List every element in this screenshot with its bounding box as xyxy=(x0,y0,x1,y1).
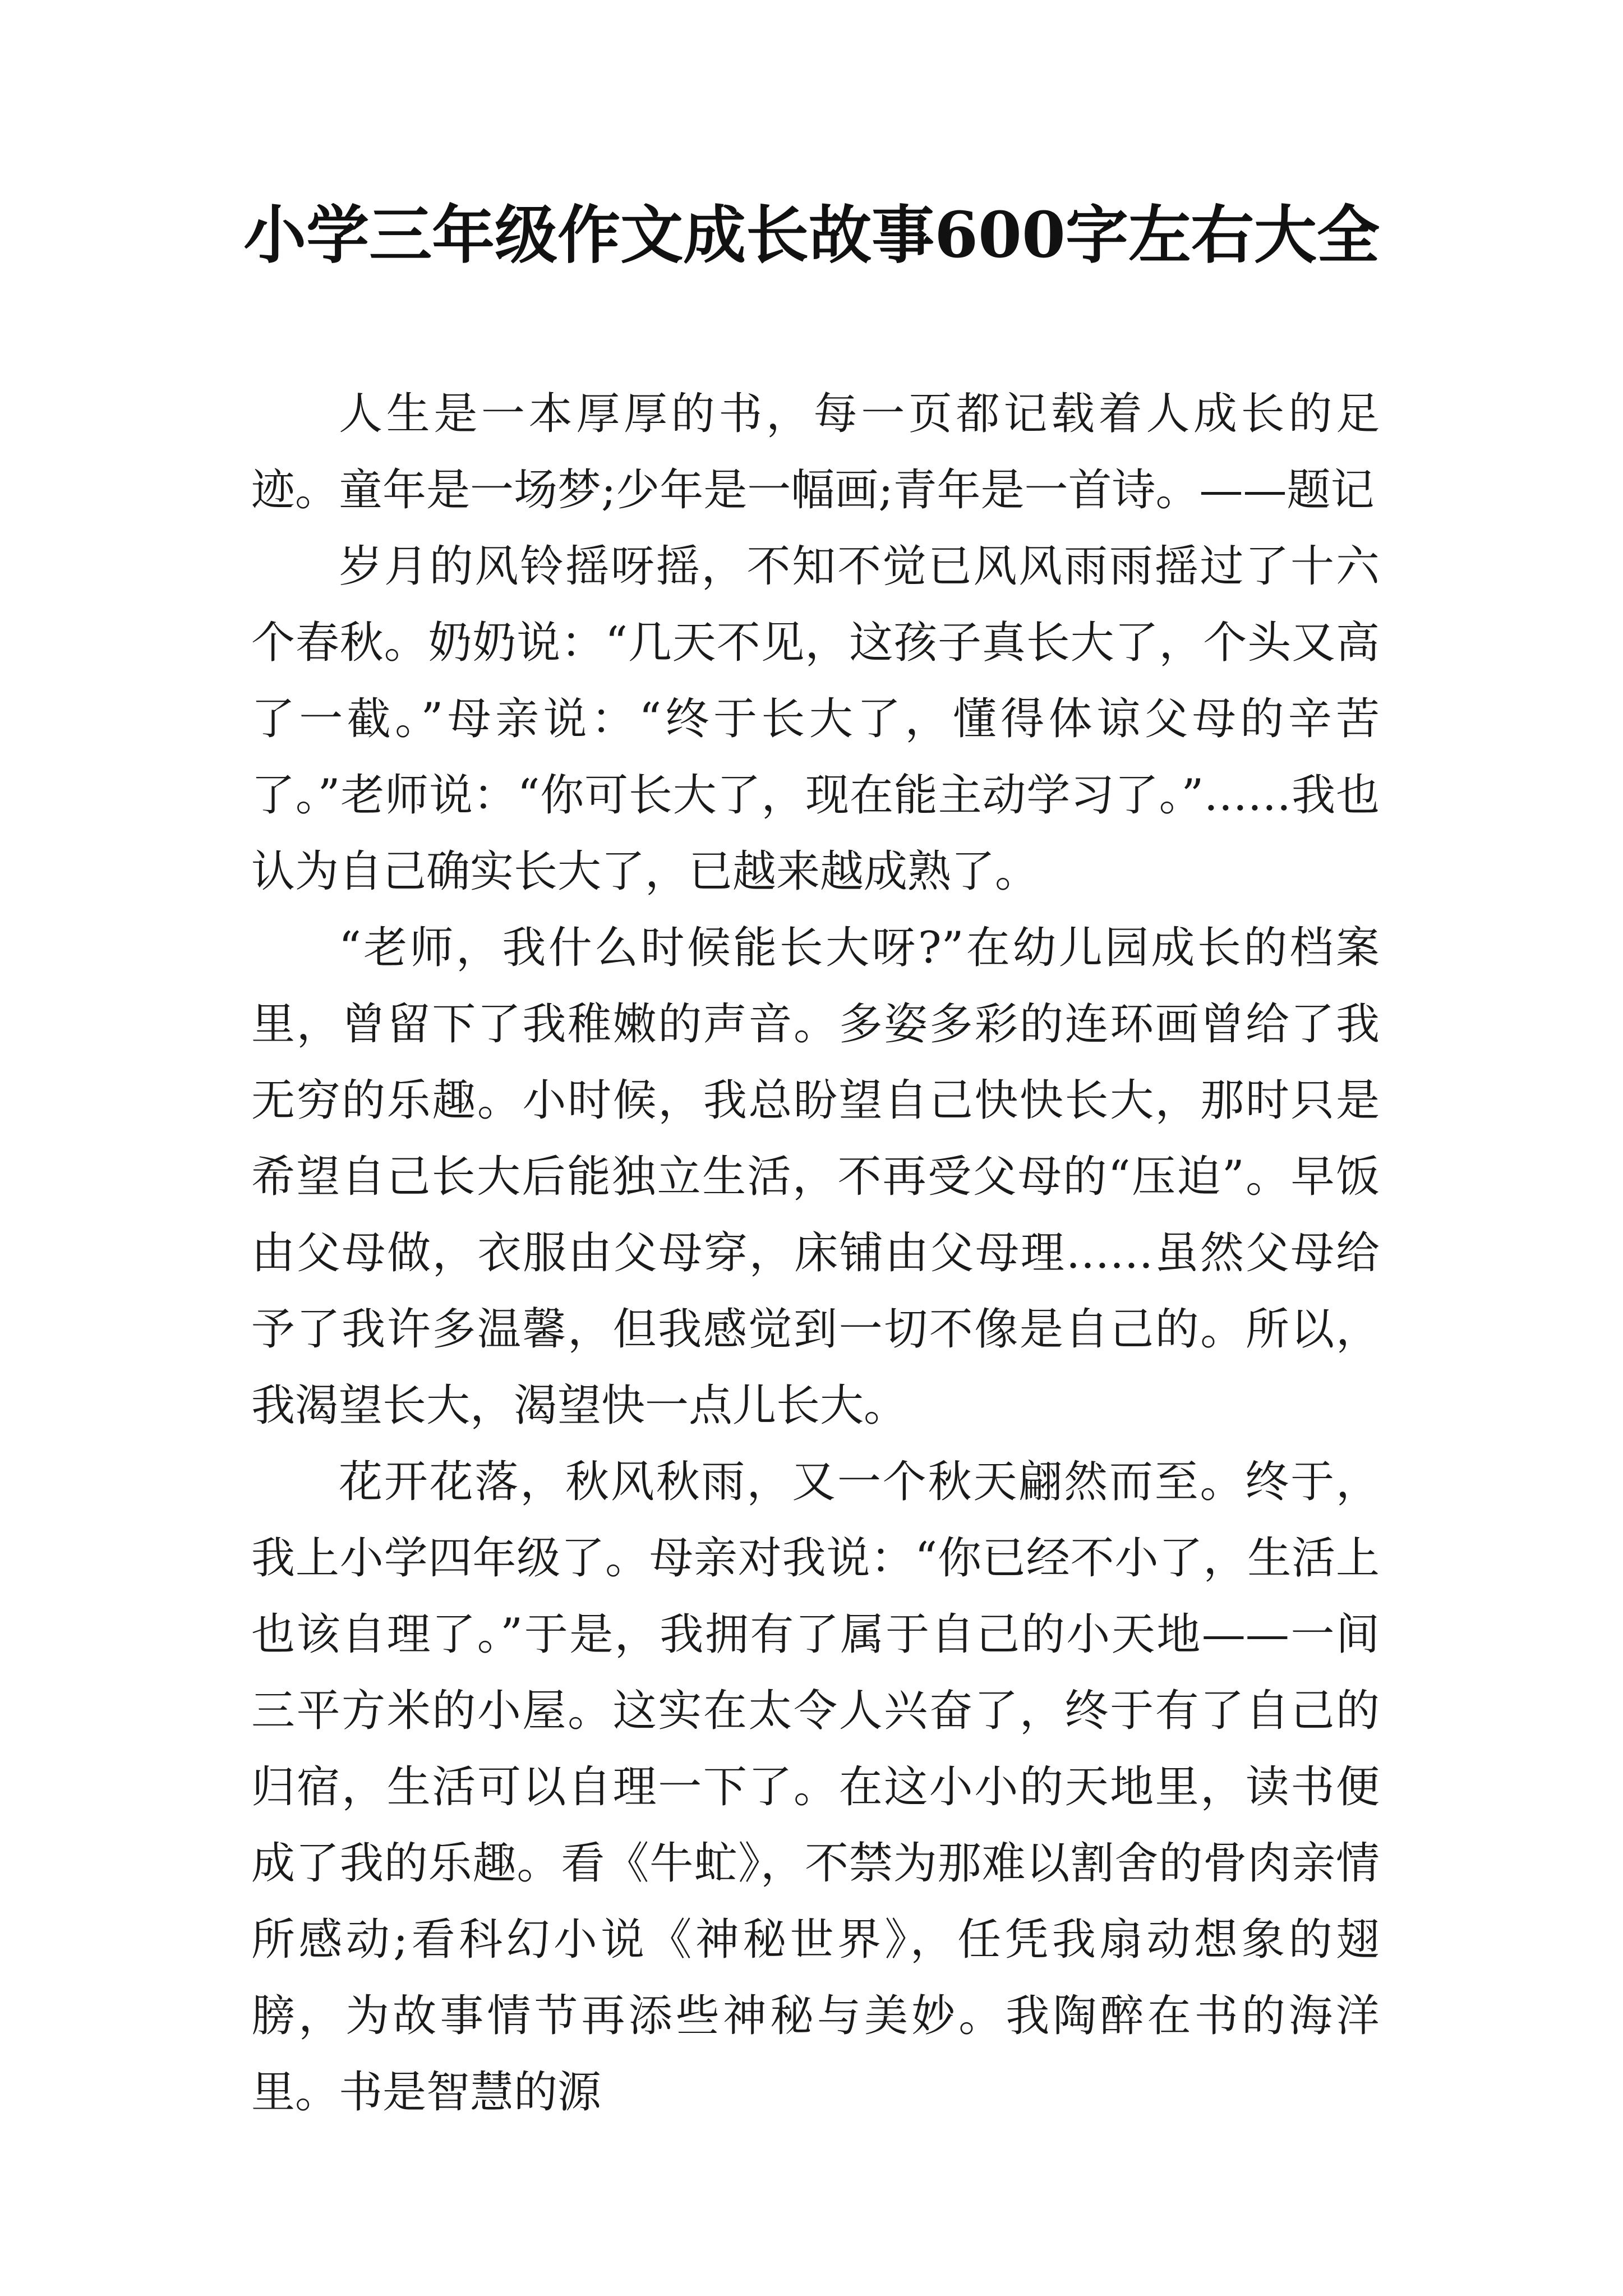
paragraph-epigraph: 人生是一本厚厚的书，每一页都记载着人成长的足迹。童年是一场梦;少年是一幅画;青年是一首诗。——题记 xyxy=(251,389,1380,516)
paragraph-growing-up: 岁月的风铃摇呀摇，不知不觉已风风雨雨摇过了十六个春秋。奶奶说：“几天不见，这孩子真长大了，个头又高了一截。”母亲说：“终于长大了，懂得体谅父母的辛苦了。”老师说：“你可长大了，现在能主动学习了。”……我也认为自己确实长大了，已越来越成熟了。 xyxy=(251,541,1380,897)
paragraph-fourth-grade: 花开花落，秋风秋雨，又一个秋天翩然而至。终于，我上小学四年级了。母亲对我说：“你已经不小了，生活上也该自理了。”于是，我拥有了属于自己的小天地——一间三平方米的小屋。这实在太令人兴奋了，终于有了自己的归宿，生活可以自理一下了。在这小小的天地里，读书便成了我的乐趣。看《牛虻》，不禁为那难以割舍的骨肉亲情所感动;看科幻小说《神秘世界》，任凭我扇动想象的翅膀，为故事情节再添些神秘与美妙。我陶醉在书的海洋里。书是智慧的源 xyxy=(251,1457,1380,2118)
paragraph-kindergarten: “老师，我什么时候能长大呀?”在幼儿园成长的档案里，曾留下了我稚嫩的声音。多姿多彩的连环画曾给了我无穷的乐趣。小时候，我总盼望自己快快长大，那时只是希望自己长大后能独立生活，不再受父母的“压迫”。早饭由父母做，衣服由父母穿，床铺由父母理……虽然父母给予了我许多温馨，但我感觉到一切不像是自己的。所以，我渴望长大，渴望快一点儿长大。 xyxy=(251,923,1380,1431)
document-title: 小学三年级作文成长故事600字左右大全 xyxy=(243,199,1380,272)
document-body xyxy=(251,376,1380,2131)
